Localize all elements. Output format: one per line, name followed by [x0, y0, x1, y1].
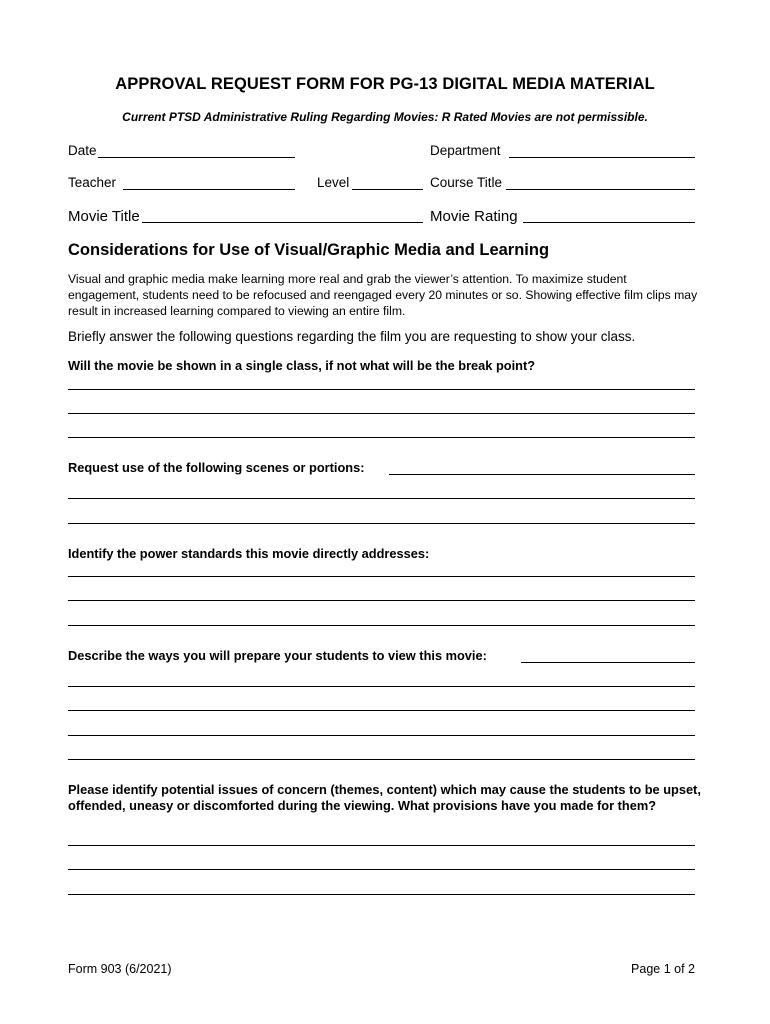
level-field[interactable] [352, 189, 423, 190]
question-break-point: Will the movie be shown in a single class, if not what will be the break point? [68, 358, 536, 373]
movie-title-field[interactable] [142, 222, 423, 223]
answer-line[interactable] [68, 498, 695, 499]
page-number: Page 1 of 2 [631, 962, 695, 976]
answer-line[interactable] [68, 710, 695, 711]
teacher-field[interactable] [123, 189, 295, 190]
movie-rating-field[interactable] [523, 222, 695, 223]
answer-line[interactable] [68, 686, 695, 687]
answer-line[interactable] [68, 600, 695, 601]
movie-rating-label: Movie Rating [430, 208, 518, 225]
date-field[interactable] [98, 157, 295, 158]
form-title: APPROVAL REQUEST FORM FOR PG-13 DIGITAL MEDIA MATERIAL [115, 75, 655, 93]
considerations-paragraph: Visual and graphic media make learning more real and grab the viewer’s attention. To maximize student engagement, students need to be refocused and reengaged every 20 minutes or so. Showing effective film clips may result in increased learning compared to viewing an entire film. [68, 272, 698, 318]
instructions-text: Briefly answer the following questions regarding the film you are requesting to show your class. [68, 329, 636, 344]
question-power-standards: Identify the power standards this movie directly addresses: [68, 546, 430, 561]
answer-line[interactable] [521, 662, 695, 663]
question-issues-of-concern: Please identify potential issues of concern (themes, content) which may cause the students to be upset, offended, uneasy or discomforted during the viewing. What provisions have you made for them? [68, 782, 701, 813]
ruling-notice: Current PTSD Administrative Ruling Regarding Movies: R Rated Movies are not permissible. [122, 110, 648, 124]
answer-line[interactable] [68, 735, 695, 736]
answer-line[interactable] [68, 625, 695, 626]
answer-line[interactable] [68, 523, 695, 524]
teacher-label: Teacher [68, 175, 117, 190]
movie-title-label: Movie Title [68, 208, 140, 225]
answer-line[interactable] [68, 759, 695, 760]
answer-line[interactable] [68, 437, 695, 438]
form-number: Form 903 (6/2021) [68, 962, 172, 976]
answer-line[interactable] [389, 474, 695, 475]
department-label: Department [430, 143, 501, 158]
considerations-heading: Considerations for Use of Visual/Graphic Media and Learning [68, 241, 550, 259]
level-label: Level [317, 175, 350, 190]
answer-line[interactable] [68, 845, 695, 846]
answer-line[interactable] [68, 894, 695, 895]
answer-line[interactable] [68, 576, 695, 577]
question-scenes: Request use of the following scenes or portions: [68, 460, 365, 475]
answer-line[interactable] [68, 389, 695, 390]
department-field[interactable] [509, 157, 695, 158]
question-prepare-students: Describe the ways you will prepare your students to view this movie: [68, 648, 487, 663]
answer-line[interactable] [68, 413, 695, 414]
answer-line[interactable] [68, 869, 695, 870]
date-label: Date [68, 143, 97, 158]
course-title-label: Course Title [430, 175, 503, 190]
course-title-field[interactable] [506, 189, 695, 190]
